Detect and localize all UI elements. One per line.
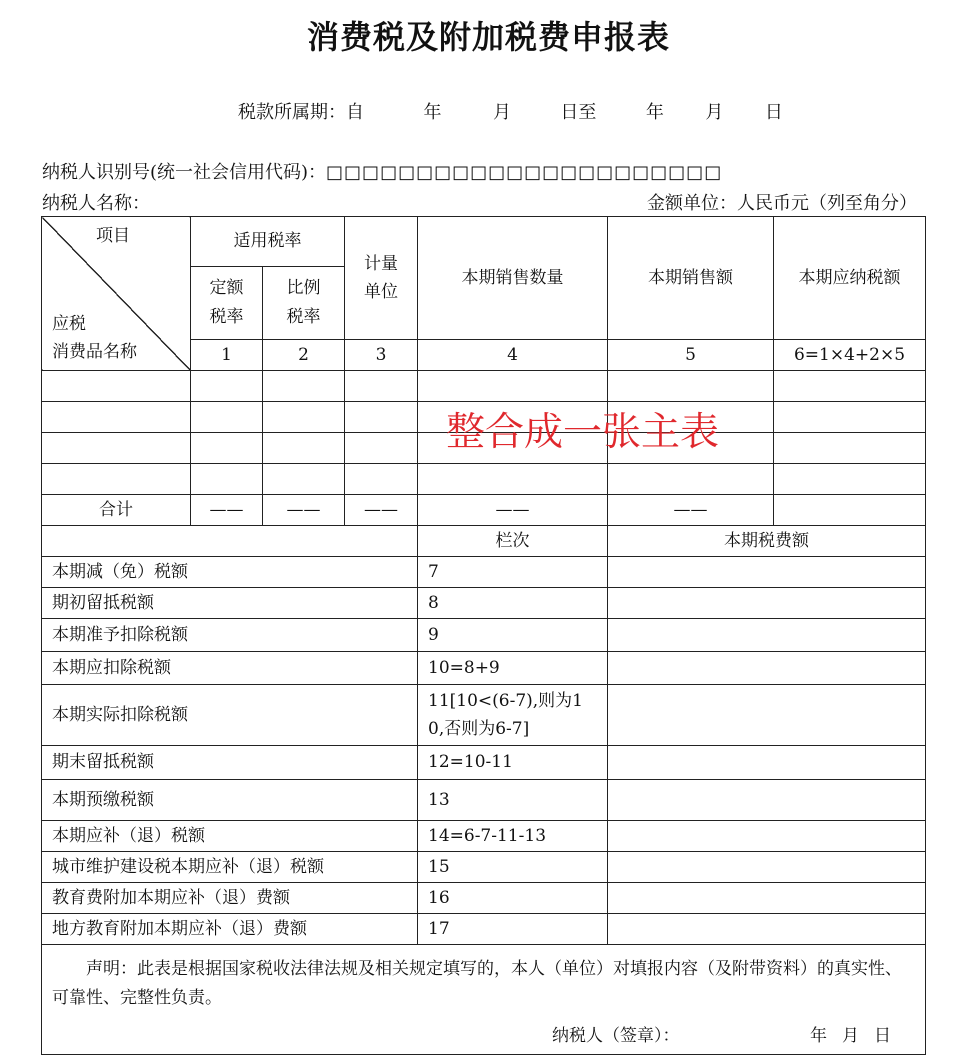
input-cell[interactable]	[42, 402, 191, 433]
input-cell[interactable]	[191, 433, 263, 464]
total-dash: ——	[345, 495, 418, 526]
input-cell[interactable]	[263, 433, 345, 464]
header-row-label-2: 消费品名称	[52, 342, 137, 362]
row-amount-cell[interactable]	[608, 652, 926, 685]
lower-header-col: 栏次	[418, 526, 608, 557]
tax-period	[238, 98, 783, 124]
col-num-3: 3	[345, 340, 418, 371]
sign-day: 日	[874, 1026, 891, 1046]
table-row	[42, 883, 926, 914]
declaration-cell	[42, 945, 926, 1055]
header-tax-payable: 本期应纳税额	[774, 217, 926, 340]
col-num-1: 1	[191, 340, 263, 371]
row-label: 期初留抵税额	[42, 588, 418, 619]
red-stamp-text: 整合成一张主表	[446, 410, 720, 455]
row-col	[418, 685, 608, 746]
col-num-2: 2	[263, 340, 345, 371]
total-dash: ——	[263, 495, 345, 526]
period-from-year: 年	[423, 102, 442, 123]
row-col-text: 11[10<(6-7),则为10,否则为6-7]	[428, 691, 584, 739]
row-col: 14=6-7-11-13	[418, 821, 608, 852]
input-cell[interactable]	[418, 371, 608, 402]
input-cell[interactable]	[263, 371, 345, 402]
row-amount-cell[interactable]	[608, 883, 926, 914]
table-row	[42, 821, 926, 852]
row-col: 13	[418, 780, 608, 821]
input-cell[interactable]	[42, 433, 191, 464]
row-label: 本期准予扣除税额	[42, 619, 418, 652]
row-amount-cell[interactable]	[608, 557, 926, 588]
period-to-month: 月	[705, 102, 724, 123]
row-col: 12=10-11	[418, 746, 608, 780]
row-label: 本期实际扣除税额	[42, 685, 418, 746]
lower-header-row	[42, 526, 926, 557]
row-col: 17	[418, 914, 608, 945]
input-cell[interactable]	[191, 371, 263, 402]
row-col: 8	[418, 588, 608, 619]
header-applicable-rate: 适用税率	[191, 217, 345, 267]
input-cell[interactable]	[774, 371, 926, 402]
diagonal-header-cell	[42, 217, 191, 371]
input-cell[interactable]	[191, 464, 263, 495]
row-col: 10=8+9	[418, 652, 608, 685]
row-amount-cell[interactable]	[608, 914, 926, 945]
period-to-year: 年	[645, 102, 664, 123]
table-row	[42, 619, 926, 652]
input-cell[interactable]	[608, 371, 774, 402]
table-row	[42, 685, 926, 746]
taxpayer-id-label: 纳税人识别号(统一社会信用代码)：	[42, 162, 327, 183]
row-label: 本期应补（退）税额	[42, 821, 418, 852]
row-amount-cell[interactable]	[608, 780, 926, 821]
table-row	[42, 464, 926, 495]
row-label: 本期减（免）税额	[42, 557, 418, 588]
declaration-row	[42, 945, 926, 1055]
table-row	[42, 652, 926, 685]
input-cell[interactable]	[345, 402, 418, 433]
row-amount-cell[interactable]	[608, 746, 926, 780]
total-dash: ——	[191, 495, 263, 526]
table-row	[42, 780, 926, 821]
input-cell[interactable]	[345, 371, 418, 402]
period-to-day: 日	[764, 102, 783, 123]
header-measure-unit	[345, 217, 418, 340]
row-amount-cell[interactable]	[608, 852, 926, 883]
row-label: 本期预缴税额	[42, 780, 418, 821]
sign-month: 月	[842, 1026, 859, 1046]
input-cell[interactable]	[608, 464, 774, 495]
header-ratio-rate-text: 比例税率	[286, 278, 321, 327]
row-label: 地方教育附加本期应补（退）费额	[42, 914, 418, 945]
input-cell[interactable]	[42, 464, 191, 495]
input-cell[interactable]	[263, 402, 345, 433]
table-row	[42, 852, 926, 883]
input-cell[interactable]	[774, 433, 926, 464]
table-row	[42, 914, 926, 945]
input-cell[interactable]	[774, 464, 926, 495]
row-label: 教育费附加本期应补（退）费额	[42, 883, 418, 914]
header-row-label-1: 应税	[52, 314, 86, 334]
header-measure-unit-text: 计量单位	[364, 254, 398, 302]
total-label: 合计	[42, 495, 191, 526]
signature-line	[52, 1025, 915, 1053]
input-cell[interactable]	[263, 464, 345, 495]
declaration-table	[41, 216, 926, 1055]
header-item: 项目	[96, 226, 130, 246]
total-dash: ——	[418, 495, 608, 526]
lower-header-blank	[42, 526, 418, 557]
input-cell[interactable]	[345, 464, 418, 495]
header-sales-qty: 本期销售数量	[418, 217, 608, 340]
row-label: 期末留抵税额	[42, 746, 418, 780]
row-amount-cell[interactable]	[608, 821, 926, 852]
input-cell[interactable]	[418, 464, 608, 495]
form-title: 消费税及附加税费申报表	[306, 18, 670, 56]
row-amount-cell[interactable]	[608, 619, 926, 652]
header-fixed-rate-text: 定额税率	[209, 278, 244, 327]
declaration-text: 声明：此表是根据国家税收法律法规及相关规定填写的，本人（单位）对填报内容（及附带资料）的真实性、可靠性、完整性负责。	[52, 959, 902, 1008]
taxpayer-name-label: 纳税人名称：	[42, 193, 150, 214]
period-from-month: 月	[492, 102, 511, 123]
table-row	[42, 588, 926, 619]
amount-unit: 金额单位：人民币元（列至角分）	[647, 193, 917, 214]
row-col: 15	[418, 852, 608, 883]
input-cell[interactable]	[191, 402, 263, 433]
input-cell[interactable]	[345, 433, 418, 464]
signer-label: 纳税人（签章）：	[552, 1026, 680, 1046]
total-row	[42, 495, 926, 526]
col-num-4: 4	[418, 340, 608, 371]
input-cell[interactable]	[774, 402, 926, 433]
period-label: 税款所属期：自	[238, 102, 364, 123]
total-dash: ——	[608, 495, 774, 526]
row-col: 9	[418, 619, 608, 652]
row-label: 本期应扣除税额	[42, 652, 418, 685]
table-row	[42, 557, 926, 588]
taxpayer-id-boxes[interactable]: □□□□□□□□□□□□□□□□□□□□□□	[326, 162, 723, 183]
header-ratio-rate	[263, 267, 345, 340]
input-cell[interactable]	[42, 371, 191, 402]
row-amount-cell[interactable]	[608, 588, 926, 619]
lower-header-amount: 本期税费额	[608, 526, 926, 557]
sign-date	[810, 1025, 906, 1047]
header-fixed-rate	[191, 267, 263, 340]
col-num-6: 6=1×4+2×5	[774, 340, 926, 371]
row-label: 城市维护建设税本期应补（退）税额	[42, 852, 418, 883]
sign-year: 年	[810, 1026, 827, 1046]
taxpayer-id-line	[42, 158, 722, 184]
period-from-day-to: 日至	[560, 102, 597, 123]
table-row	[42, 371, 926, 402]
table-row	[42, 746, 926, 780]
total-tax-cell[interactable]	[774, 495, 926, 526]
row-col: 16	[418, 883, 608, 914]
row-col: 7	[418, 557, 608, 588]
header-sales-amount: 本期销售额	[608, 217, 774, 340]
col-num-5: 5	[608, 340, 774, 371]
row-amount-cell[interactable]	[608, 685, 926, 746]
